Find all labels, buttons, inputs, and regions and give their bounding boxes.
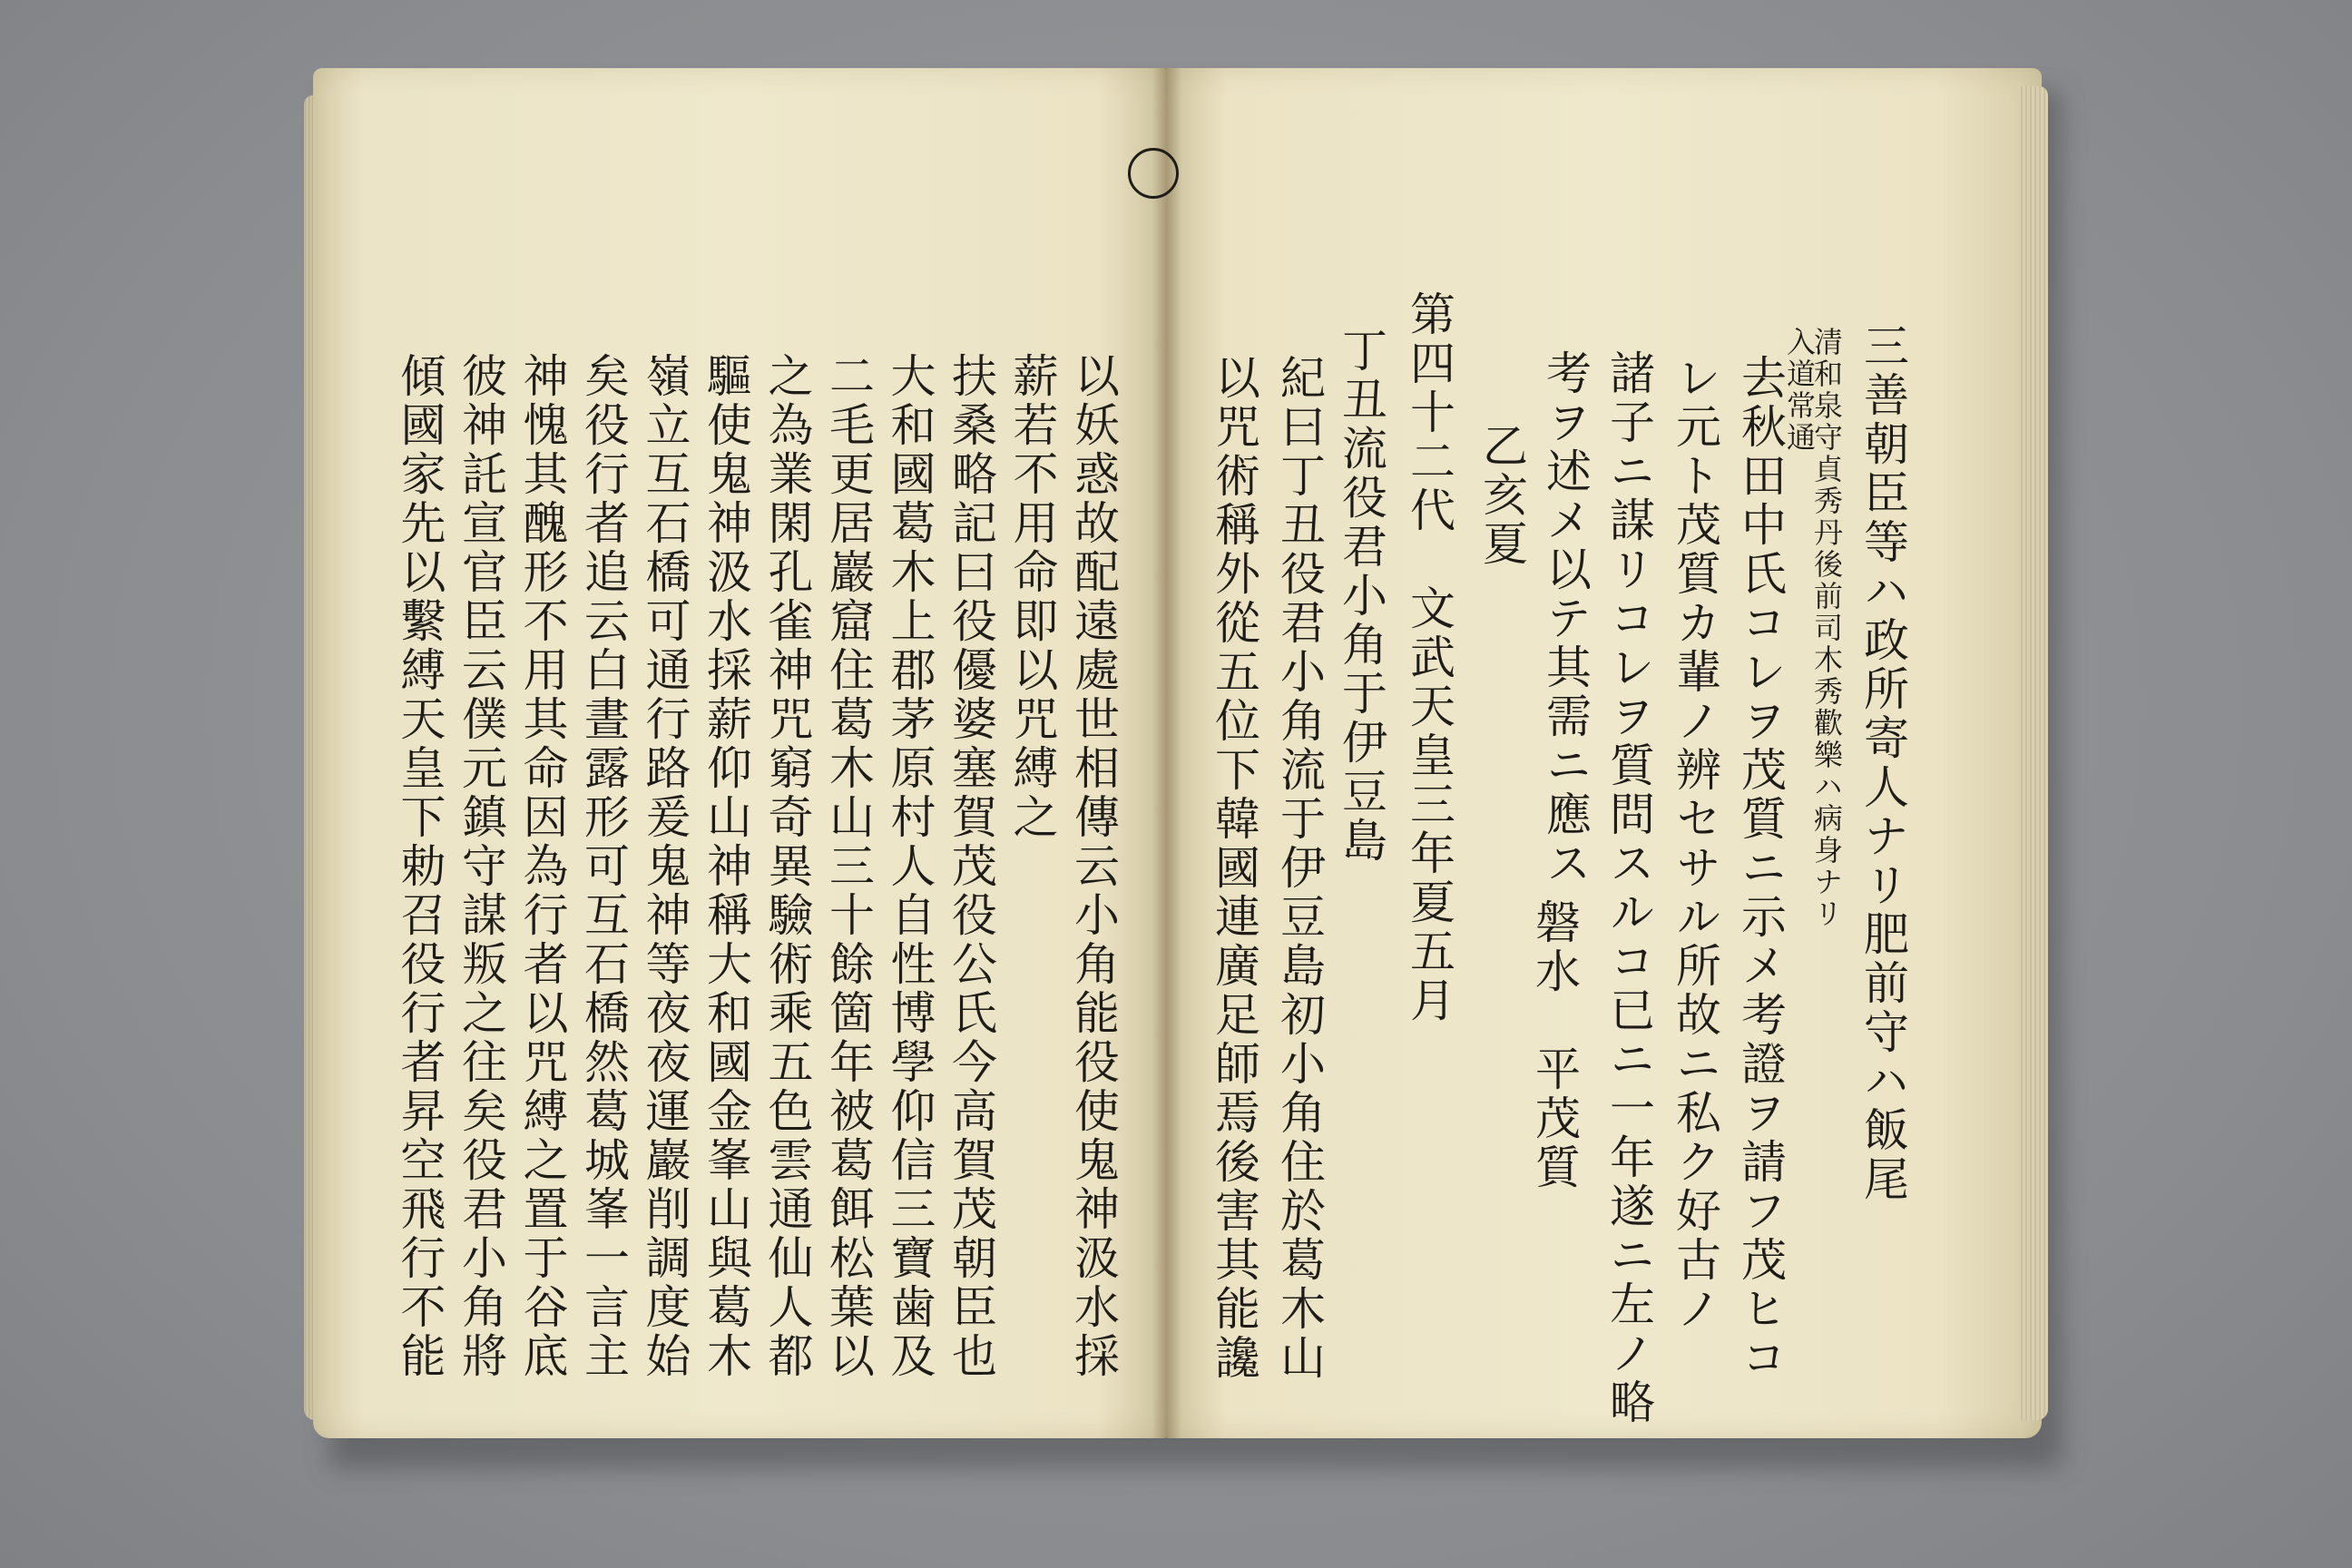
right-column-2: 入道常通 [1782, 327, 1817, 454]
left-column-7: 嶺立互石橋可通行路爰鬼神等夜夜運巖削調度始 [638, 352, 691, 1381]
right-lower-column-3: 以咒術稱外從五位下韓國連廣足師焉後害其能讒 [1208, 354, 1260, 1383]
right-column-4: レ元ト茂質カ輩ノ辨セサル所故ニ私ク好古ノ [1669, 354, 1721, 1334]
left-column-8: 矣役行者追云白晝露形可互石橋然葛城峯一言主 [577, 352, 630, 1381]
right-column-3: 去秋田中氏コレヲ茂質ニ示メ考證ヲ請フ茂ヒコ [1734, 354, 1787, 1383]
left-column-5: 之為業閑孔雀神咒窮奇異驗術乘五色雲通仙人都 [760, 352, 814, 1381]
left-column-0: 以妖惑故配遠處世相傳云小角能役使鬼神汲水採 [1067, 352, 1120, 1381]
right-column-8: 磐水 平茂質 [1528, 898, 1581, 1192]
left-column-6: 驅使鬼神汲水採薪仰山神稱大和國金峯山與葛木 [700, 352, 752, 1381]
right-column-7: 乙亥夏 [1475, 422, 1528, 569]
left-column-2: 扶桑略記曰役優婆塞賀茂役公氏今高賀茂朝臣也 [945, 352, 997, 1381]
right-lower-column-0: 第四十二代 文武天皇三年夏五月 [1403, 290, 1455, 1025]
right-column-6: 考ヲ述メ以テ其需ニ應ス [1539, 349, 1592, 888]
right-lower-column-1: 丁丑流役君小角于伊豆島 [1335, 327, 1387, 866]
right-column-1: 清和泉守貞秀丹後前司木秀歡樂ハ病身ナリ [1809, 327, 1844, 930]
left-column-11: 傾國家先以繫縛天皇下勅召役行者昇空飛行不能 [393, 352, 446, 1381]
right-lower-column-2: 紀曰丁丑役君小角流于伊豆島初小角住於葛木山 [1273, 354, 1326, 1383]
left-column-9: 神愧其醜形不用其命因為行者以咒縛之置于谷底 [515, 352, 569, 1381]
page-edges-right [2019, 86, 2048, 1420]
left-column-3: 大和國葛木上郡茅原村人自性博學仰信三寶歯及 [883, 352, 936, 1381]
book-gutter [1152, 68, 1181, 1438]
left-column-4: 二毛更居巖窟住葛木山三十餘箇年被葛餌松葉以 [822, 352, 875, 1381]
right-column-5: 諸子ニ謀リコレヲ質問スルコ已ニ一年遂ニ左ノ略 [1602, 349, 1655, 1427]
left-column-10: 彼神託宣官臣云僕元鎮守謀叛之往矣役君小角將 [455, 352, 507, 1381]
right-column-0: 三善朝臣等ハ政所寄人ナリ肥前守ハ飯尾 [1857, 322, 1909, 1204]
circle-mark [1128, 148, 1179, 199]
left-column-1: 薪若不用命即以咒縛之 [1005, 352, 1059, 842]
